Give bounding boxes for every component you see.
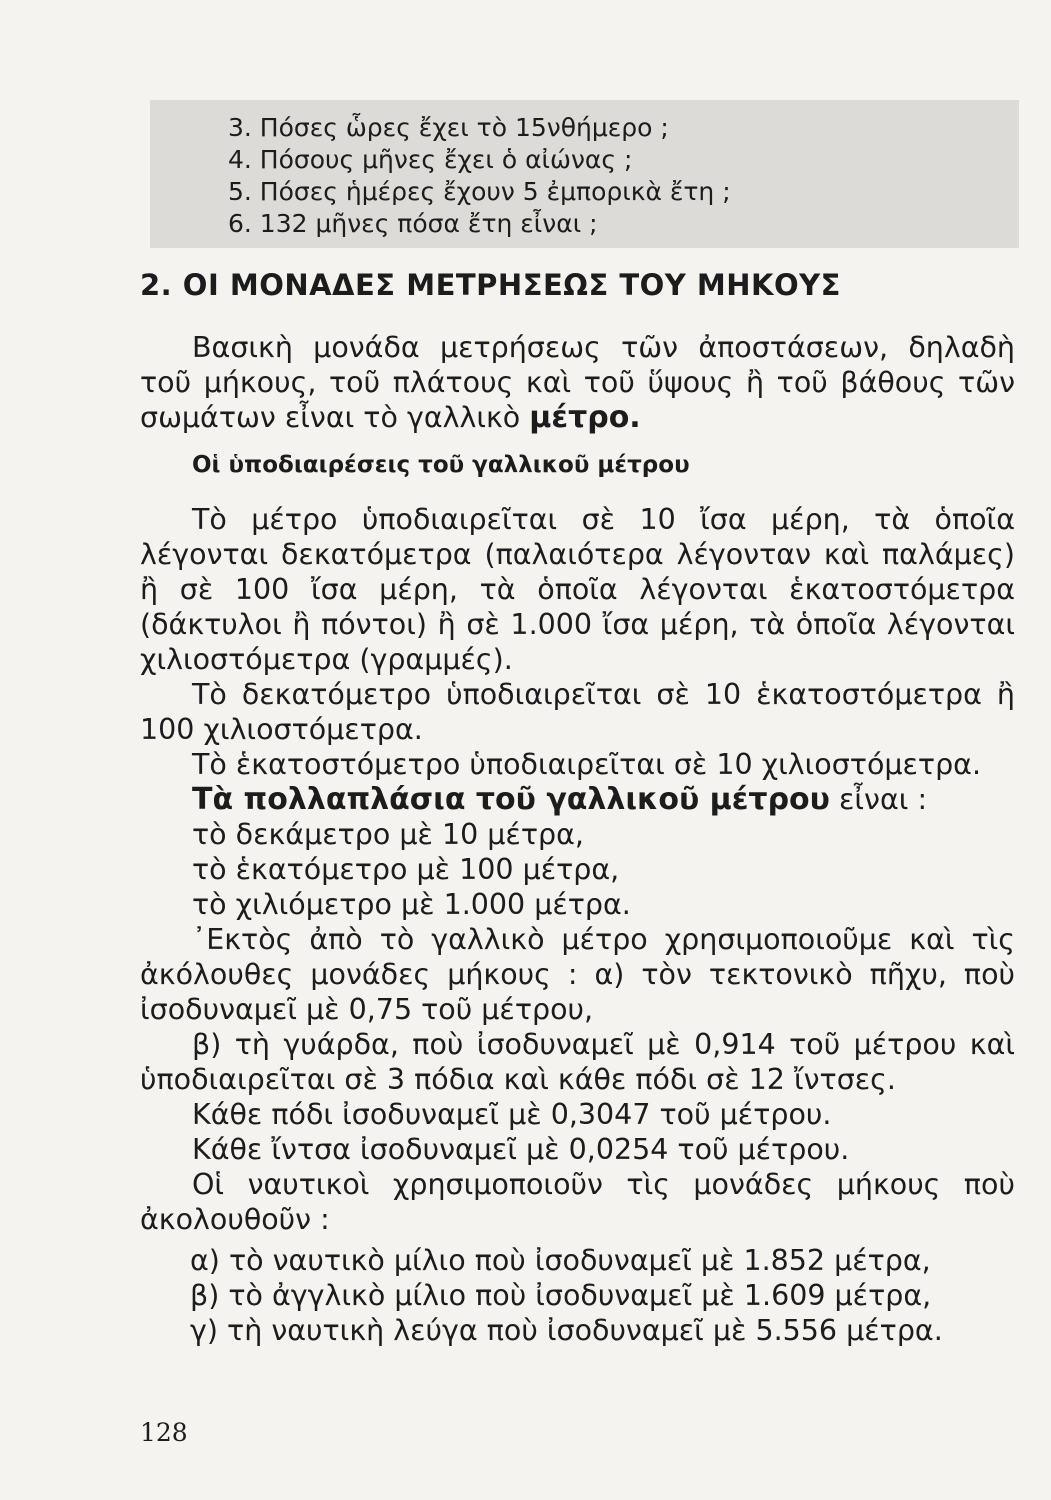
multiples-bold: Τὰ πολλαπλάσια τοῦ γαλλικοῦ μέτρου <box>192 782 830 817</box>
multiple-item-2: τὸ ἑκατόμετρο μὲ 100 μέτρα, <box>192 853 620 886</box>
main-text <box>140 330 1015 1348</box>
question-4: 4. Πόσους μῆνες ἔχει ὁ αἰώνας ; <box>228 145 633 174</box>
question-3: 3. Πόσες ὧρες ἔχει τὸ 15νθήμερο ; <box>228 113 669 142</box>
subdivision-paragraph-1: Τὸ μέτρο ὑποδιαιρεῖται σὲ 10 ἴσα μέρη, τὰ ὁποῖα λέγονται δεκατόμετρα (παλαιότερα λέγονταν καὶ παλάμες) ἢ σὲ 100 ἴσα μέρη, τὰ ὁποῖα λέγονται ἑκατοστόμετρα (δάκτυλοι ἢ πόντοι) ἢ σὲ 1.000 ἴσα μέρη, τὰ ὁποῖα λέγονται χιλιοστόμετρα (γραμμές). <box>140 503 1015 676</box>
question-6: 6. 132 μῆνες πόσα ἔτη εἶναι ; <box>228 209 598 238</box>
other-units-paragraph-2: β) τὴ γυάρδα, ποὺ ἰσοδυναμεῖ μὲ 0,914 τοῦ μέτρου καὶ ὑποδιαιρεῖται σὲ 3 πόδια καὶ κάθε πόδι σὲ 12 ἴντσες. <box>140 1028 1015 1096</box>
multiple-item-3: τὸ χιλιόμετρο μὲ 1.000 μέτρα. <box>192 888 631 921</box>
intro-bold-term: μέτρο. <box>529 400 641 435</box>
page-number: 128 <box>140 1418 188 1447</box>
exercise-questions-box <box>150 100 1019 248</box>
nautical-item-2: β) τὸ ἀγγλικὸ μίλιο ποὺ ἰσοδυναμεῖ μὲ 1.609 μέτρα, <box>190 1279 932 1312</box>
multiple-item-1: τὸ δεκάμετρο μὲ 10 μέτρα, <box>192 818 584 851</box>
other-units-paragraph-4: Κάθε ἴντσα ἰσοδυναμεῖ μὲ 0,0254 τοῦ μέτρου. <box>192 1133 850 1166</box>
subdivision-paragraph-2: Τὸ δεκατόμετρο ὑποδιαιρεῖται σὲ 10 ἑκατοστόμετρα ἢ 100 χιλιοστόμετρα. <box>140 678 1015 746</box>
subdivision-paragraph-3: Τὸ ἑκατοστόμετρο ὑποδιαιρεῖται σὲ 10 χιλιοστόμετρα. <box>192 748 982 781</box>
question-5: 5. Πόσες ἡμέρες ἔχουν 5 ἐμπορικὰ ἔτη ; <box>228 177 731 206</box>
subheading-subdivisions: Οἱ ὑποδιαιρέσεις τοῦ γαλλικοῦ μέτρου <box>192 452 690 478</box>
multiples-heading <box>140 782 1015 817</box>
other-units-paragraph-1: ᾿Εκτὸς ἀπὸ τὸ γαλλικὸ μέτρο χρησιμοποιοῦμε καὶ τὶς ἀκόλουθες μονάδες μήκους : α) τὸν τεκτονικὸ πῆχυ, ποὺ ἰσοδυναμεῖ μὲ 0,75 τοῦ μέτρου, <box>140 923 1015 1026</box>
intro-text: Βασικὴ μονάδα μετρήσεως τῶν ἀποστάσεων, δηλαδὴ τοῦ μήκους, τοῦ πλάτους καὶ τοῦ ὕψους ἢ τοῦ βάθους τῶν σωμάτων εἶναι τὸ γαλλικὸ <box>140 331 1015 434</box>
other-units-paragraph-5: Οἱ ναυτικοὶ χρησιμοποιοῦν τὶς μονάδες μήκους ποὺ ἀκολουθοῦν : <box>140 1168 1015 1236</box>
nautical-item-3: γ) τὴ ναυτικὴ λεύγα ποὺ ἰσοδυναμεῖ μὲ 5.556 μέτρα. <box>190 1314 943 1347</box>
nautical-item-1: α) τὸ ναυτικὸ μίλιο ποὺ ἰσοδυναμεῖ μὲ 1.852 μέτρα, <box>190 1244 931 1277</box>
multiples-rest: εἶναι : <box>829 783 928 816</box>
intro-paragraph <box>140 330 1015 435</box>
other-units-paragraph-3: Κάθε πόδι ἰσοδυναμεῖ μὲ 0,3047 τοῦ μέτρου. <box>192 1098 832 1131</box>
section-title: 2. ΟΙ ΜΟΝΑΔΕΣ ΜΕΤΡΗΣΕΩΣ ΤΟΥ ΜΗΚΟΥΣ <box>140 268 841 302</box>
